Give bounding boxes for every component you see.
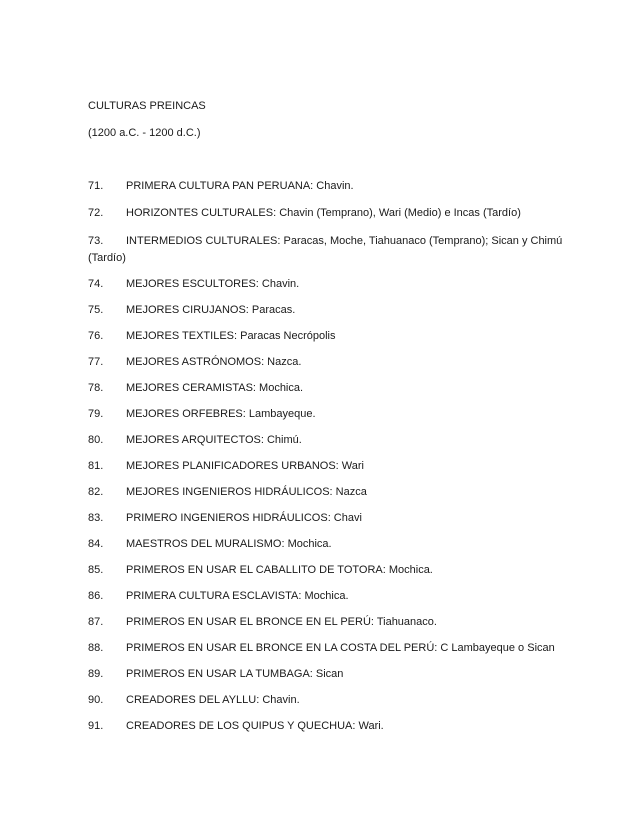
item-text: MEJORES PLANIFICADORES URBANOS: Wari (126, 460, 364, 472)
item-text: HORIZONTES CULTURALES: Chavin (Temprano), Wari (Medio) e Incas (Tardío) (126, 207, 521, 219)
document-title: CULTURAS PREINCAS (88, 100, 206, 112)
item-text: MEJORES ESCULTORES: Chavin. (126, 278, 300, 290)
item-text: MEJORES INGENIEROS HIDRÁULICOS: Nazca (126, 486, 367, 498)
item-number: 78. (88, 382, 104, 394)
item-number: 83. (88, 512, 104, 524)
item-text: MAESTROS DEL MURALISMO: Mochica. (126, 538, 332, 550)
item-text: PRIMERO INGENIEROS HIDRÁULICOS: Chavi (126, 512, 362, 524)
item-number: 82. (88, 486, 104, 498)
item-number: 74. (88, 278, 104, 290)
item-number: 77. (88, 356, 104, 368)
item-number: 87. (88, 616, 104, 628)
item-number: 88. (88, 642, 104, 654)
item-text: MEJORES ASTRÓNOMOS: Nazca. (126, 356, 302, 368)
item-number: 86. (88, 590, 104, 602)
item-text: INTERMEDIOS CULTURALES: Paracas, Moche, Tiahuanaco (Temprano); Sican y Chimú (126, 235, 563, 247)
item-text: PRIMERA CULTURA PAN PERUANA: Chavin. (126, 180, 354, 192)
item-number: 85. (88, 564, 104, 576)
item-number: 84. (88, 538, 104, 550)
item-text: PRIMEROS EN USAR LA TUMBAGA: Sican (126, 668, 344, 680)
item-number: 80. (88, 434, 104, 446)
item-text-continued: (Tardío) (88, 252, 126, 264)
item-text: CREADORES DE LOS QUIPUS Y QUECHUA: Wari. (126, 720, 384, 732)
item-number: 72. (88, 207, 104, 219)
item-number: 75. (88, 304, 104, 316)
item-number: 73. (88, 235, 104, 247)
item-text: PRIMERA CULTURA ESCLAVISTA: Mochica. (126, 590, 349, 602)
item-number: 89. (88, 668, 104, 680)
item-text: MEJORES CIRUJANOS: Paracas. (126, 304, 296, 316)
item-text: MEJORES CERAMISTAS: Mochica. (126, 382, 304, 394)
item-number: 91. (88, 720, 104, 732)
item-text: PRIMEROS EN USAR EL BRONCE EN EL PERÚ: Tiahuanaco. (126, 616, 437, 628)
item-text: PRIMEROS EN USAR EL BRONCE EN LA COSTA DEL PERÚ: C Lambayeque o Sican (126, 642, 555, 654)
item-number: 76. (88, 330, 104, 342)
item-text: MEJORES TEXTILES: Paracas Necrópolis (126, 330, 336, 342)
item-text: PRIMEROS EN USAR EL CABALLITO DE TOTORA: Mochica. (126, 564, 433, 576)
item-number: 90. (88, 694, 104, 706)
item-number: 71. (88, 180, 104, 192)
item-text: MEJORES ARQUITECTOS: Chimú. (126, 434, 302, 446)
item-number: 81. (88, 460, 104, 472)
item-number: 79. (88, 408, 104, 420)
document-subtitle: (1200 a.C. - 1200 d.C.) (88, 127, 201, 139)
item-text: CREADORES DEL AYLLU: Chavin. (126, 694, 300, 706)
item-text: MEJORES ORFEBRES: Lambayeque. (126, 408, 316, 420)
